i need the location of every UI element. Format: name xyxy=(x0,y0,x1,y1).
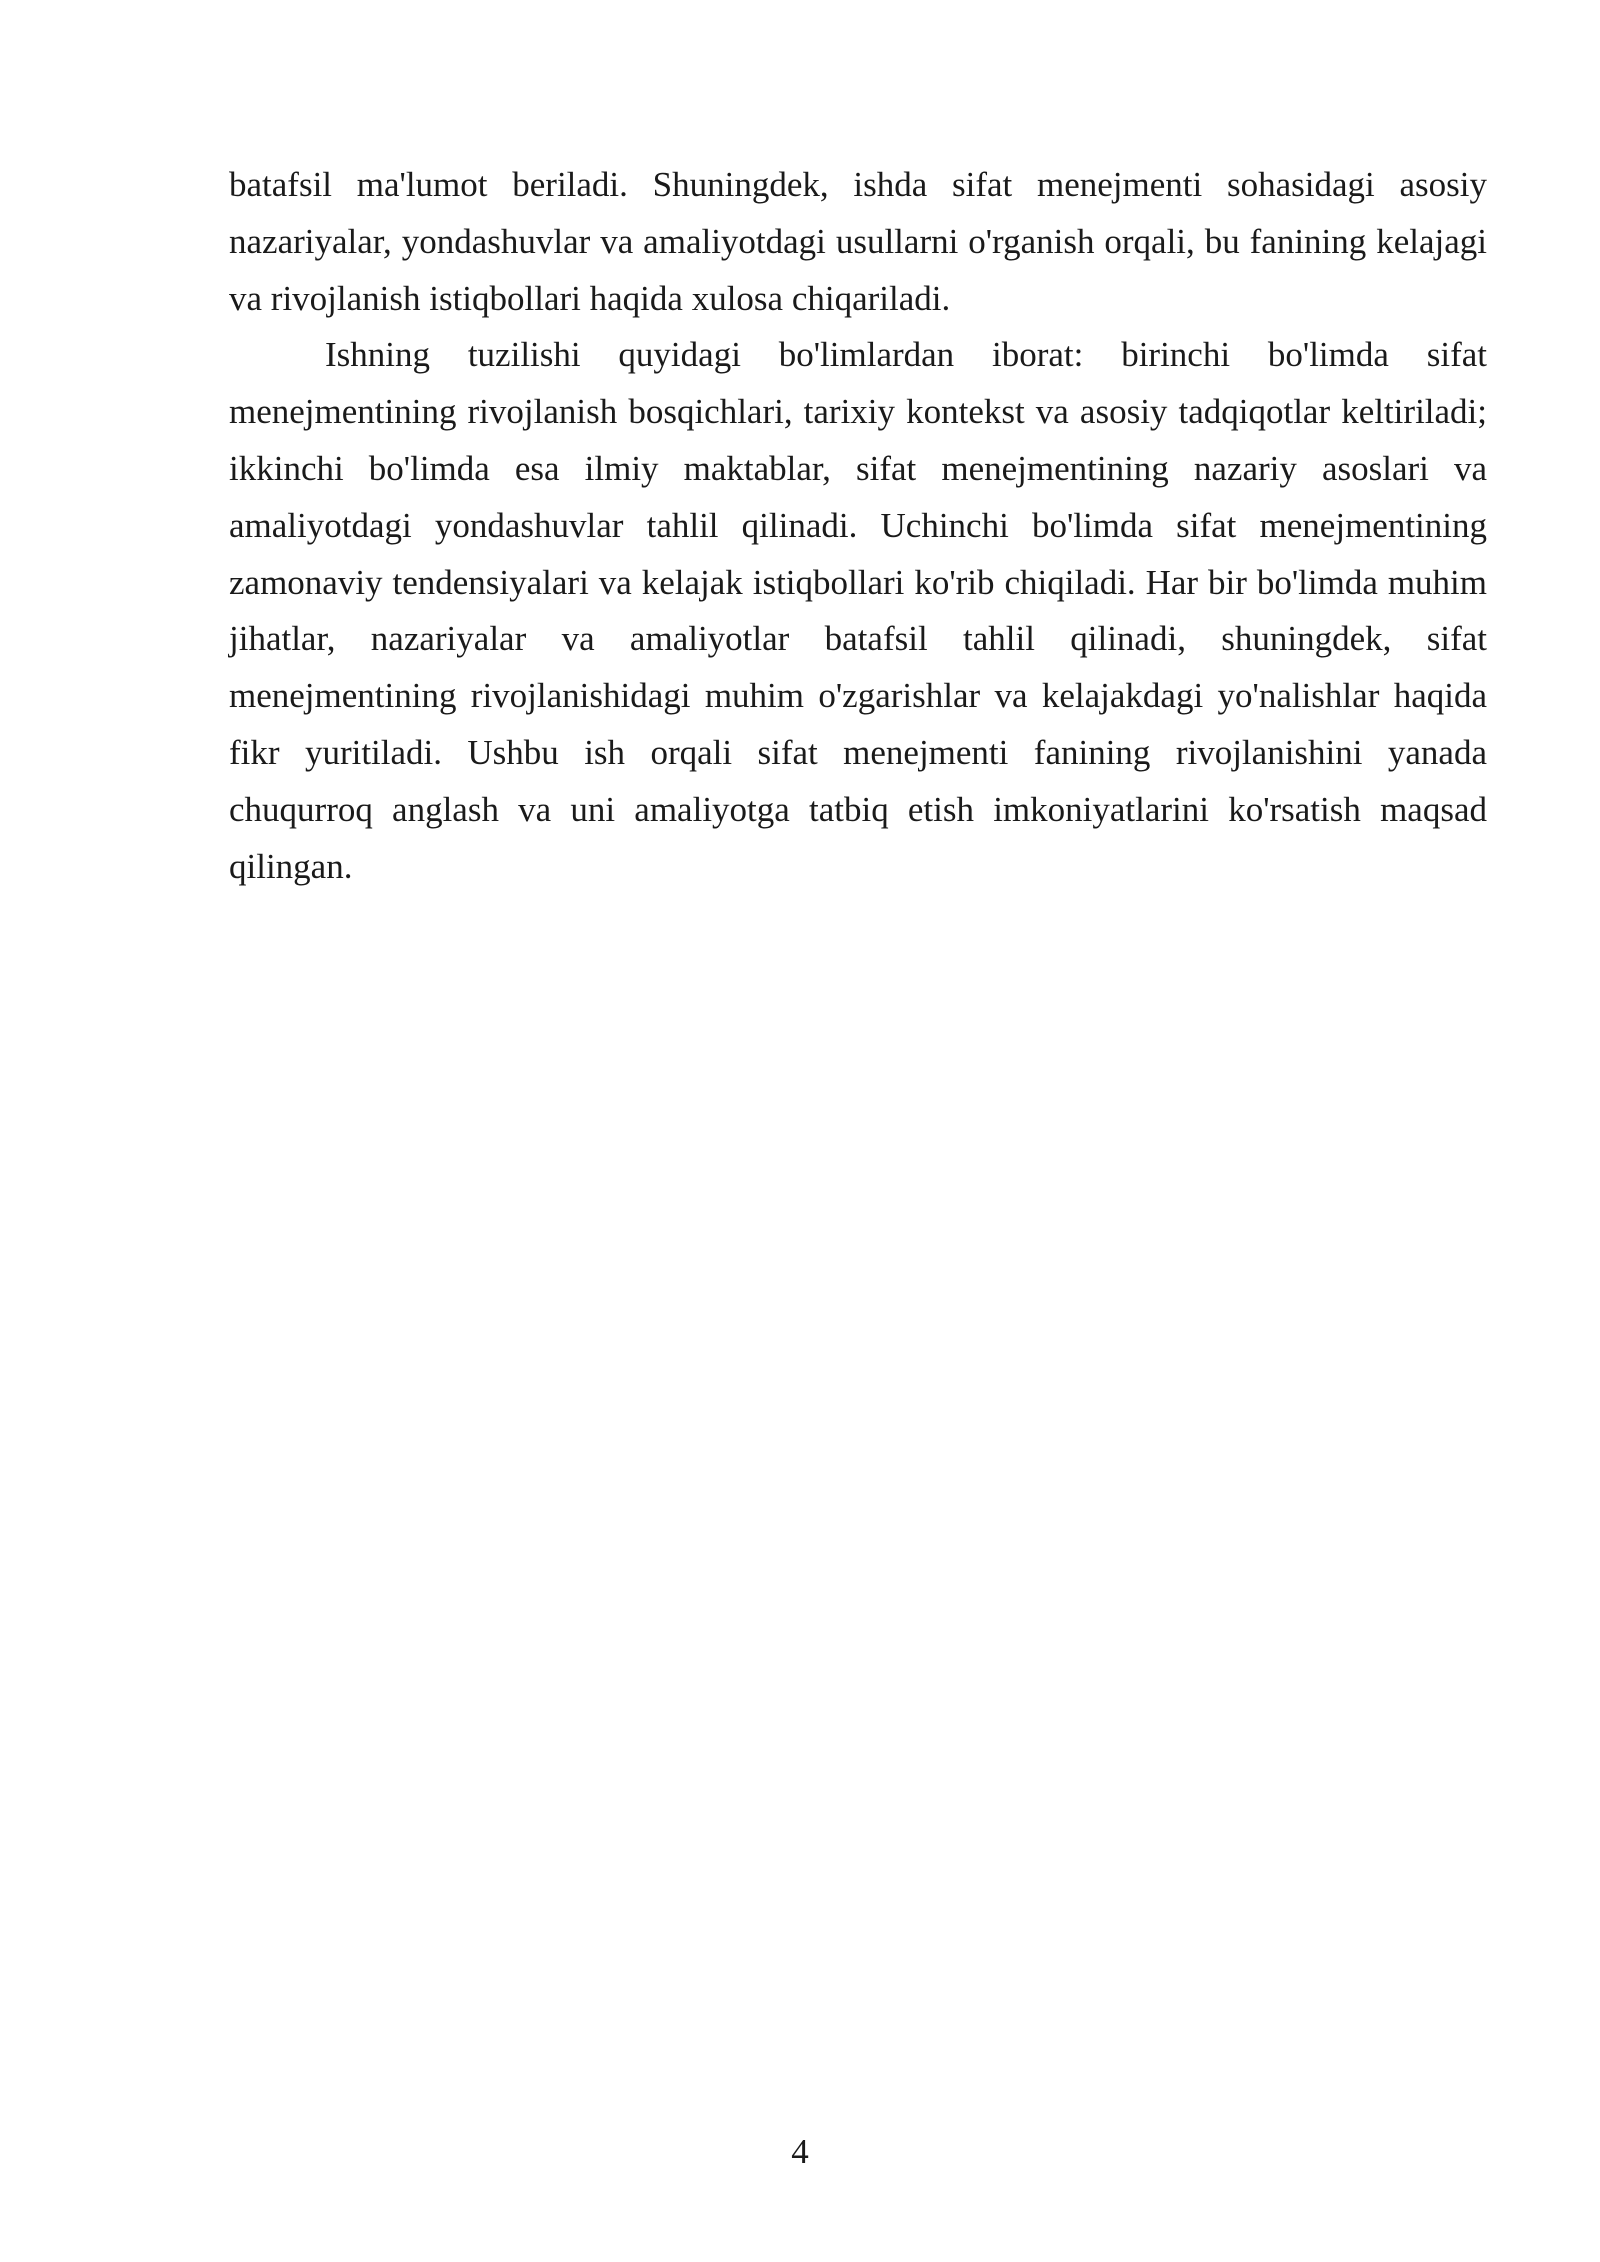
paragraph-structure: Ishning tuzilishi quyidagi bo'limlardan iborat: birinchi bo'limda sifat menejmentining rivojlanish bosqichlari, tarixiy kontekst va asosiy tadqiqotlar keltiriladi; ikkinchi bo'limda esa ilmiy maktablar, sifat menejmentining nazariy asoslari va amaliyotdagi yondashuvlar tahlil qilinadi. Uchinchi bo'limda sifat menejmentining zamonaviy tendensiyalari va kelajak istiqbollari ko'rib chiqiladi. Har bir bo'limda muhim jihatlar, nazariyalar va amaliyotlar batafsil tahlil qilinadi, shuningdek, sifat menejmentining rivojlanishidagi muhim o'zgarishlar va kelajakdagi yo'nalishlar haqida fikr yuritiladi. Ushbu ish orqali sifat menejmenti fanining rivojlanishini yanada chuqurroq anglash va uni amaliyotga tatbiq etish imkoniyatlarini ko'rsatish maqsad qilingan. xyxy=(229,335,1487,886)
page-number: 4 xyxy=(791,2132,809,2171)
paragraph-continuation: batafsil ma'lumot beriladi. Shuningdek, ishda sifat menejmenti sohasidagi asosiy nazariyalar, yondashuvlar va amaliyotdagi usullarni o'rganish orqali, bu fanining kelajagi va rivojlanish istiqbollari haqida xulosa chiqariladi. xyxy=(229,165,1487,318)
body-text xyxy=(229,157,1487,895)
